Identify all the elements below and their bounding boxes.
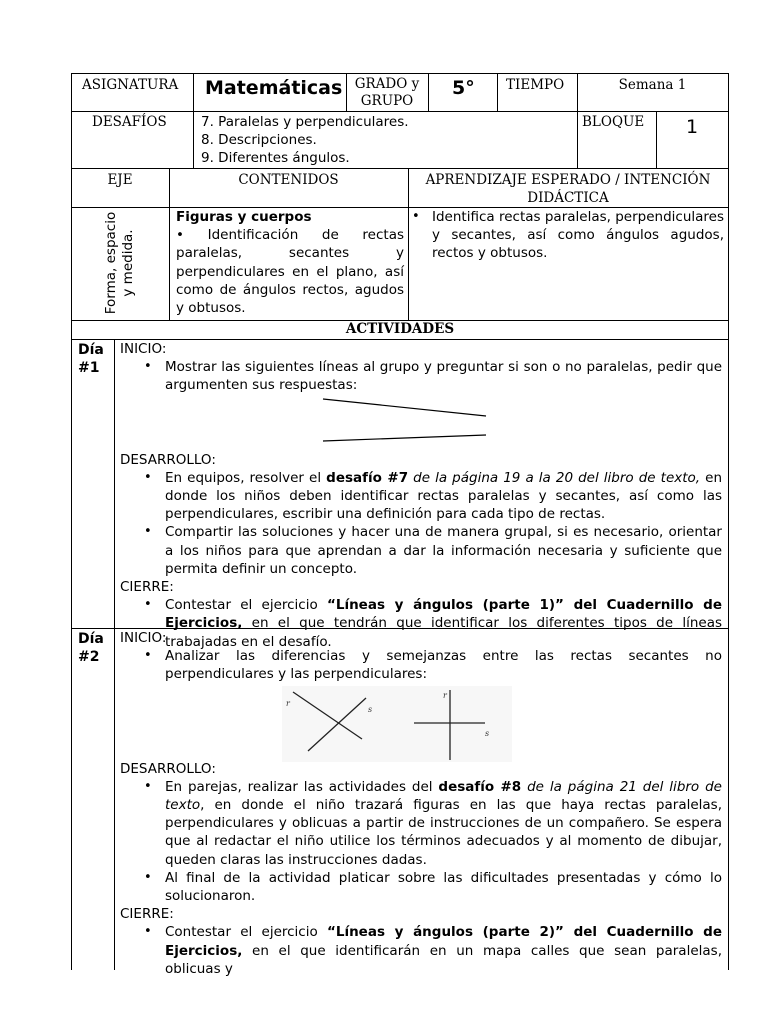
tiempo-label: TIEMPO [506,77,565,93]
secant-label-s: s [368,705,373,714]
contenidos-title: Figuras y cuerpos [176,209,312,225]
day2-content [120,629,722,978]
list-item: • Al final de la actividad platicar sobre las dificultades presentadas y cómo lo solucionaron. [144,869,722,905]
day1-label-line-1: Día [78,342,104,358]
day1-inicio-label: INICIO: [120,341,167,357]
grado-label-line-2: GRUPO [360,93,414,109]
aprendizaje-header [408,171,728,207]
figure-line-lower [323,435,486,441]
list-item: • En parejas, realizar las actividades del desafío #8 de la página 21 del libro de texto, en donde el niño trazará figuras en las que haya rectas paralelas, perpendiculares y oblicuas a partir de instrucciones de un compañero. Se espera que al redactar el niño utilice los términos adecuados y al momento de dibujar, queden claras las instrucciones dadas. [144,778,722,868]
day2-cierre-list [120,923,722,978]
activities-title: ACTIVIDADES [345,321,455,337]
eje-value: Forma, espacio y medida. [103,211,136,315]
desafio-item: 7. Paralelas y perpendiculares. [201,114,409,130]
list-item: • Mostrar las siguientes líneas al grupo y preguntar si son o no paralelas, pedir que argumenten sus respuestas: [144,359,722,394]
bullet-icon: • [144,648,152,664]
day2-cierre-label: CIERRE: [120,906,174,923]
desafio-item: 9. Diferentes ángulos. [201,150,350,166]
day1-label-line-2: #1 [78,360,100,376]
contenidos-header: CONTENIDOS [238,172,339,188]
subject-title: Matemáticas [205,77,343,99]
grado-label-line-1: GRADO y [354,76,420,92]
figure-background [282,686,512,762]
bullet-icon: • [412,209,420,224]
day2-desarrollo-list [120,778,722,905]
aprendizaje-cell [412,208,724,263]
list-item: • Compartir las soluciones y hacer una de manera grupal, si es necesario, orientar a los niños para que aprendan a dar la información necesaria y suficiente que permita definir un concepto. [144,524,722,577]
day2-label-line-2: #2 [78,649,100,665]
day2-inicio-label: INICIO: [120,630,167,646]
desafios-list [201,113,571,167]
contenidos-text: • Identificación de rectas paralelas, secantes y perpendiculares en el plano, así como de ángulos rectos, agudos y obtusos. [176,227,404,317]
grado-label [346,76,428,110]
list-item: • Contestar el ejercicio “Líneas y ángulos (parte 1)” del Cuadernillo de Ejercicios, en el que tendrán que identificar los diferentes tipos de líneas trabajadas en el desafío. [144,597,722,650]
contenidos-cell [176,208,404,317]
list-item: • Analizar las diferencias y semejanzas entre las rectas secantes no perpendiculares y las perpendiculares: [144,648,722,683]
list-item: • En equipos, resolver el desafío #7 de la página 19 a la 20 del libro de texto, en donde los niños deben identificar rectas paralelas y secantes, así como las perpendiculares, escribir una definición para cada tipo de rectas. [144,469,723,523]
aprendizaje-header-line-2: DIDÁCTICA [527,190,609,206]
bloque-value: 1 [685,116,699,138]
figure-line-upper [323,399,486,416]
day1-label [78,341,104,377]
desafio-item: 8. Descripciones. [201,132,317,148]
grade-value: 5° [452,77,475,99]
bullet-icon: • [144,359,152,375]
day1-content [120,340,722,651]
asignatura-label: ASIGNATURA [82,77,179,93]
secant-label-r: r [286,699,290,708]
bullet-icon: • [144,869,152,885]
perpendicular-label-r: r [443,691,447,700]
aprendizaje-header-line-1: APRENDIZAJE ESPERADO / INTENCIÓN [425,172,711,188]
day2-lines-figure [282,686,512,762]
day1-cierre-label: CIERRE: [120,579,174,596]
day2-label-line-1: Día [78,631,104,647]
desafios-label: DESAFÍOS [92,114,167,130]
bloque-label: BLOQUE [582,114,645,130]
day1-lines-figure [320,394,490,444]
bullet-icon: • [144,778,152,794]
aprendizaje-text: Identifica rectas paralelas, perpendiculares y secantes, así como ángulos agudos, rectos y obtusos. [432,209,724,262]
day2-desarrollo-label: DESARROLLO: [120,760,216,777]
day1-desarrollo-label: DESARROLLO: [120,451,216,468]
time-value: Semana 1 [618,77,687,93]
bullet-icon: • [144,597,152,613]
bullet-icon: • [144,469,152,485]
perpendicular-label-s: s [485,729,490,738]
bullet-icon: • [144,924,152,940]
bullet-icon: • [144,524,152,540]
eje-header: EJE [107,172,133,188]
day1-desarrollo-list [120,469,722,578]
day1-inicio-list [120,358,722,394]
day2-label [78,630,104,666]
day2-inicio-list [120,647,722,683]
list-item: • Contestar el ejercicio “Líneas y ángulos (parte 2)” del Cuadernillo de Ejercicios, en el que identificarán en un mapa calles que sean paralelas, oblicuas y [144,924,722,977]
